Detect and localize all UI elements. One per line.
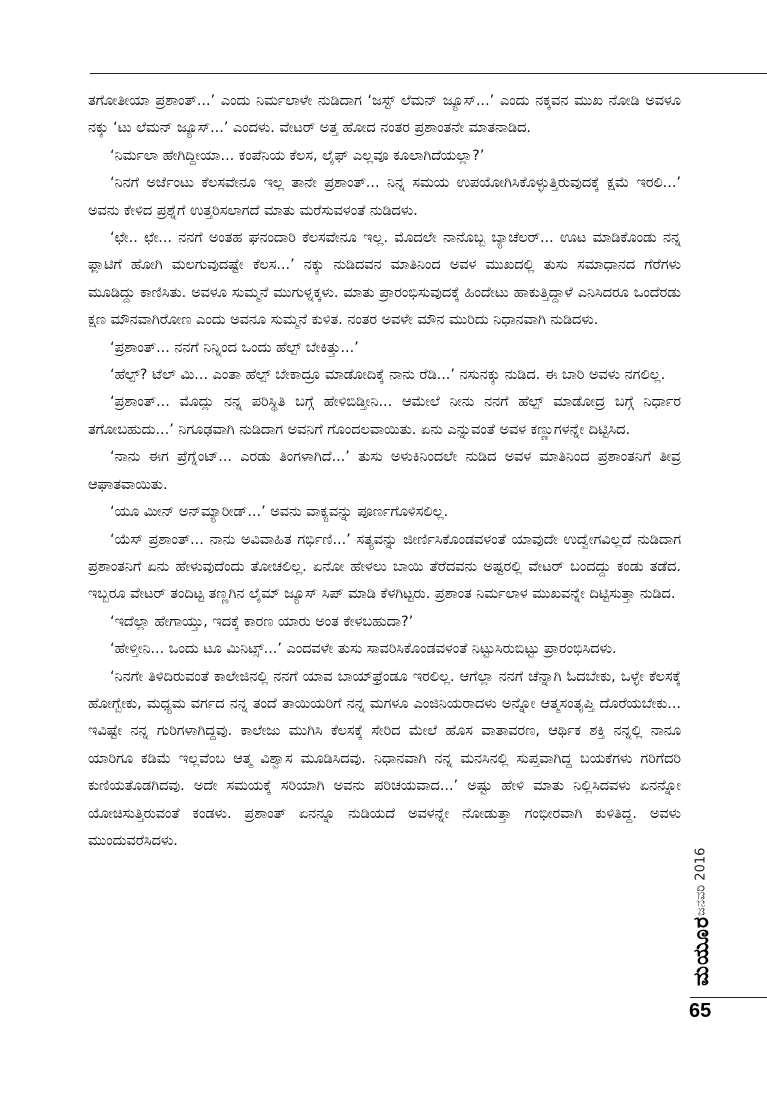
magazine-sidebar	[686, 800, 716, 986]
paragraph: ‘ನಿರ್ಮಲಾ ಹೇಗಿದ್ದೀಯಾ... ಕಂಪೆನಿಯ ಕೆಲಸ, ಲೈಫ್ ಎಲ್ಲವೂ ಕೂಲಾಗಿದೆಯಲ್ಲಾ?’	[110, 147, 485, 164]
paragraph: ‘ಛೇ.. ಛೇ... ನನಗೆ ಅಂತಹ ಘನಂದಾರಿ ಕೆಲಸವೇನೂ ಇಲ್ಲ. ಮೊದಲೇ ನಾನೊಬ್ಬ ಬ್ಯಾಚೆಲರ್... ಊಟ ಮಾಡಿಕೊಂಡು ನನ್ನ ಫ್ಲಾಟಿಗೆ ಹೋಗಿ ಮಲಗುವುದಷ್ಟೇ ಕೆಲಸ...’ ನಕ್ಕು ನುಡಿದವನ ಮಾತಿನಿಂದ ಅವಳ ಮುಖದಲ್ಲಿ ತುಸು ಸಮಾಧಾನದ ಗೆರೆಗಳು ಮೂಡಿದ್ದು ಕಾಣಿಸಿತು. ಅವಳೂ ಸುಮ್ಮನೆ ಮುಗುಳ್ನಕ್ಕಳು. ಮಾತು ಪ್ರಾರಂಭಿಸುವುದಕ್ಕೆ ಹಿಂದೇಟು ಹಾಕುತ್ತಿದ್ದಾಳೆ ಎನಿಸಿದರೂ ಒಂದೆರಡು ಕ್ಷಣ ಮೌನವಾಗಿರೋಣ ಎಂದು ಅವನೂ ಸುಮ್ಮನೆ ಕುಳಿತ. ನಂತರ ಅವಳೇ ಮೌನ ಮುರಿದು ನಿಧಾನವಾಗಿ ನುಡಿದಳು.	[88, 230, 681, 329]
paragraph: ತಗೋತೀಯಾ ಪ್ರಶಾಂತ್...’ ಎಂದು ನಿರ್ಮಲಾಳೇ ನುಡಿದಾಗ ‘ಜಸ್ಟ್ ಲೆಮನ್ ಜ್ಯೂಸ್...’ ಎಂದು ನಕ್ಕವನ ಮುಖ ನೋಡಿ ಅವಳೂ ನಕ್ಕು ‘ಟು ಲೆಮನ್ ಜ್ಯೂಸ್...’ ಎಂದಳು. ವೇಟರ್ ಅತ್ತ ಹೋದ ನಂತರ ಪ್ರಶಾಂತನೇ ಮಾತನಾಡಿದ.	[88, 93, 681, 137]
paragraph: ‘ನಿನಗೇ ತಿಳಿದಿರುವಂತೆ ಕಾಲೇಜಿನಲ್ಲಿ ನನಗೆ ಯಾವ ಬಾಯ್‌ಫ್ರೆಂಡೂ ಇರಲಿಲ್ಲ. ಆಗೆಲ್ಲಾ ನನಗೆ ಚೆನ್ನಾಗಿ ಓದಬೇಕು, ಒಳ್ಳೇ ಕೆಲಸಕ್ಕೆ ಹೋಗ್ಬೇಕು, ಮಧ್ಯಮ ವರ್ಗದ ನನ್ನ ತಂದೆ ತಾಯಿಯರಿಗೆ ನನ್ನ ಮಗಳೂ ಎಂಜಿನಿಯರಾದಳು ಅನ್ನೋ ಆತ್ಮಸಂತೃಪ್ತಿ ದೊರೆಯಬೇಕು... ಇವಿಷ್ಟೇ ನನ್ನ ಗುರಿಗಳಾಗಿದ್ದವು. ಕಾಲೇಜು ಮುಗಿಸಿ ಕೆಲಸಕ್ಕೆ ಸೇರಿದ ಮೇಲೆ ಹೊಸ ವಾತಾವರಣ, ಆರ್ಥಿಕ ಶಕ್ತಿ ನನ್ನಲ್ಲಿ ನಾನೂ ಯಾರಿಗೂ ಕಡಿಮೆ ಇಲ್ಲವೆಂಬ ಆತ್ಮ ವಿಶ್ವಾಸ ಮೂಡಿಸಿದವು. ನಿಧಾನವಾಗಿ ನನ್ನ ಮನಸಿನಲ್ಲಿ ಸುಪ್ತವಾಗಿದ್ದ ಬಯಕೆಗಳು ಗರಿಗೆದರಿ ಕುಣಿಯತೊಡಗಿದವು. ಅದೇ ಸಮಯಕ್ಕೆ ಸರಿಯಾಗಿ ಅವನು ಪರಿಚಯವಾದ...’ ಅಷ್ಟು ಹೇಳಿ ಮಾತು ನಿಲ್ಲಿಸಿದವಳು ಏನನ್ನೋ ಯೋಚಿಸುತ್ತಿರುವಂತೆ ಕಂಡಳು. ಪ್ರಶಾಂತ್ ಏನನ್ನೂ ನುಡಿಯದೆ ಅವಳನ್ನೇ ನೋಡುತ್ತಾ ಗಂಭೀರವಾಗಿ ಕುಳಿತಿದ್ದ. ಅವಳು ಮುಂದುವರೆಸಿದಳು.	[88, 668, 681, 849]
paragraph: ‘ಹೆಲ್ಪ್? ಟೆಲ್ ಮಿ... ಎಂತಾ ಹೆಲ್ಪ್ ಬೇಕಾದ್ರೂ ಮಾಡೋದಿಕ್ಕೆ ನಾನು ರೆಡಿ...’ ನಸುನಕ್ಕು ನುಡಿದ. ಈ ಬಾರಿ ಅವಳು ನಗಲಿಲ್ಲ.	[110, 367, 666, 384]
paragraph: ‘ಹೇಳ್ತೀನಿ... ಒಂದು ಟೂ ಮಿನಿಟ್ಸ್...’ ಎಂದವಳೇ ತುಸು ಸಾವರಿಸಿಕೊಂಡವಳಂತೆ ನಿಟ್ಟುಸಿರುಬಿಟ್ಟು ಪ್ರಾರಂಭಿಸಿದಳು.	[110, 641, 617, 658]
paragraph: ‘ಇದೆಲ್ಲಾ ಹೇಗಾಯ್ತು, ಇದಕ್ಕೆ ಕಾರಣ ಯಾರು ಅಂತ ಕೇಳಬಹುದಾ?’	[110, 613, 414, 630]
top-rule	[90, 73, 767, 74]
paragraph: ‘ಪ್ರಶಾಂತ್... ಮೊದ್ಲು ನನ್ನ ಪರಿಸ್ಥಿತಿ ಬಗ್ಗೆ ಹೇಳಿಬಿಡ್ತೀನಿ... ಆಮೇಲೆ ನೀನು ನನಗೆ ಹೆಲ್ಪ್ ಮಾಡೋದ್ರ ಬಗ್ಗೆ ನಿರ್ಧಾರ ತಗೋಬಹುದು...’ ನಿಗೂಢವಾಗಿ ನುಡಿದಾಗ ಅವನಿಗೆ ಗೊಂದಲವಾಯಿತು. ಏನು ಎನ್ನುವಂತೆ ಅವಳ ಕಣ್ಣುಗಳನ್ನೇ ದಿಟ್ಟಿಸಿದ.	[88, 394, 681, 438]
paragraph: ‘ನಾನು ಈಗ ಪ್ರೆಗ್ನೆಂಟ್... ಎರಡು ತಿಂಗಳಾಗಿದೆ...’ ತುಸು ಅಳುಕಿನಿಂದಲೇ ನುಡಿದ ಅವಳ ಮಾತಿನಿಂದ ಪ್ರಶಾಂತನಿಗೆ ತೀವ್ರ ಆಘಾತವಾಯಿತು.	[88, 449, 681, 493]
paragraph: ‘ಪ್ರಶಾಂತ್... ನನಗೆ ನಿನ್ನಿಂದ ಒಂದು ಹೆಲ್ಪ್ ಬೇಕಿತ್ತು...’	[110, 339, 359, 356]
footer-rule	[690, 997, 767, 998]
magazine-name: ಮಯೂರ	[689, 916, 713, 986]
article-body	[88, 88, 681, 855]
sidebar-vertical-text	[688, 800, 714, 986]
issue-date: ಜನವರಿ 2016	[693, 847, 709, 917]
paragraph: ‘ಯೆಸ್ ಪ್ರಶಾಂತ್... ನಾನು ಅವಿವಾಹಿತ ಗರ್ಭಿಣಿ...’ ಸತ್ಯವನ್ನು ಜೀರ್ಣಿಸಿಕೊಂಡವಳಂತೆ ಯಾವುದೇ ಉದ್ವೇಗವಿಲ್ಲದೆ ನುಡಿದಾಗ ಪ್ರಶಾಂತನಿಗೆ ಏನು ಹೇಳುವುದೆಂದು ತೋಚಲಿಲ್ಲ. ಏನೋ ಹೇಳಲು ಬಾಯಿ ತೆರೆದವನು ಅಷ್ಟರಲ್ಲಿ ವೇಟರ್ ಬಂದದ್ದು ಕಂಡು ತಡೆದ. ಇಬ್ಬರೂ ವೇಟರ್ ತಂದಿಟ್ಟ ತಣ್ಣಗಿನ ಲೈಮ್ ಜ್ಯೂಸ್ ಸಿಪ್ ಮಾಡಿ ಕೆಳಗಿಟ್ಟರು. ಪ್ರಶಾಂತ ನಿರ್ಮಲಾಳ ಮುಖವನ್ನೇ ದಿಟ್ಟಿಸುತ್ತಾ ನುಡಿದ.	[88, 531, 681, 603]
paragraph: ‘ಯೂ ಮೀನ್ ಅನ್‌ಮ್ಯಾರೀಡ್...’ ಅವನು ವಾಕ್ಯವನ್ನು ಪೂರ್ಣಗೊಳಿಸಲಿಲ್ಲ.	[110, 504, 449, 521]
paragraph: ‘ನಿನಗೆ ಅರ್ಜೆಂಟು ಕೆಲಸವೇನೂ ಇಲ್ಲ ತಾನೇ ಪ್ರಶಾಂತ್... ನಿನ್ನ ಸಮಯ ಉಪಯೋಗಿಸಿಕೊಳ್ಳುತ್ತಿರುವುದಕ್ಕೆ ಕ್ಷಮೆ ಇರಲಿ...’ ಅವನು ಕೇಳಿದ ಪ್ರಶ್ನೆಗೆ ಉತ್ತರಿಸಲಾಗದೆ ಮಾತು ಮರೆಸುವಳಂತೆ ನುಡಿದಳು.	[88, 175, 681, 219]
page-number: 65	[689, 1000, 712, 1022]
